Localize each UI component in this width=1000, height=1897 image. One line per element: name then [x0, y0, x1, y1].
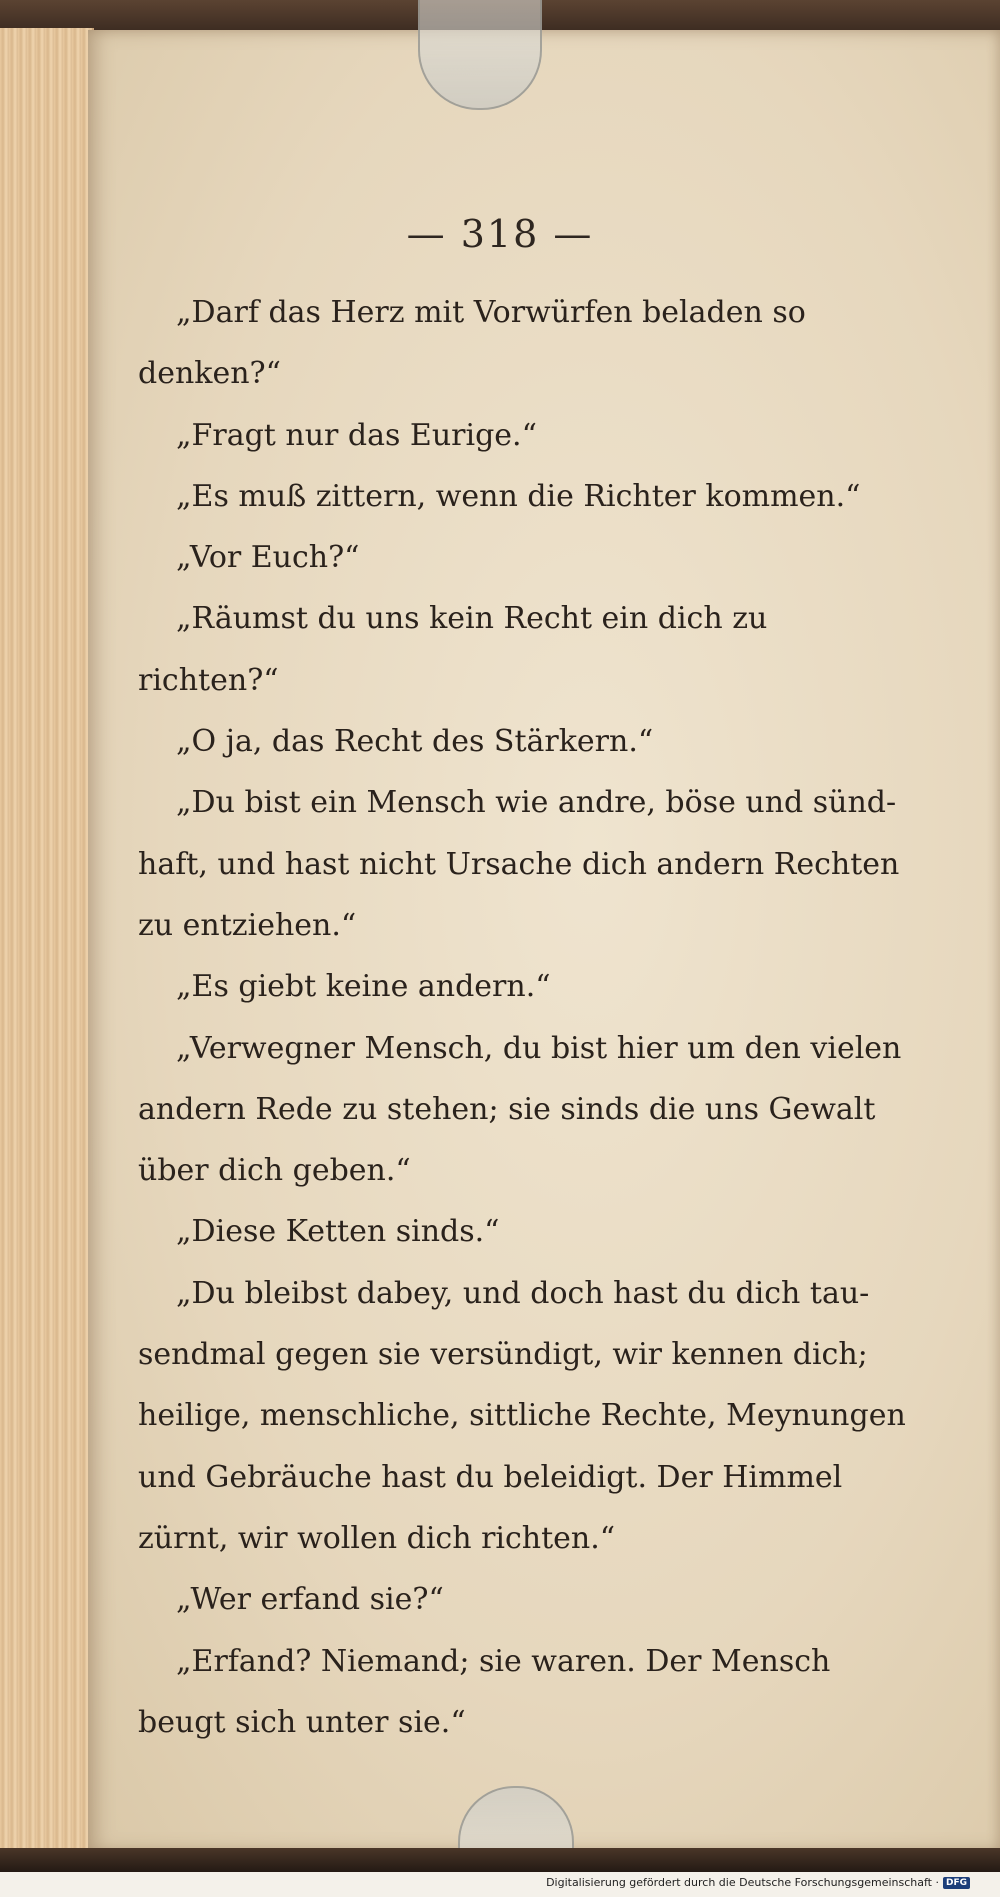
- text-line: heilige, menschliche, sittliche Rechte, Meynungen: [138, 1398, 906, 1434]
- text-line: „Es giebt keine andern.“: [176, 969, 551, 1005]
- text-line: zu entziehen.“: [138, 907, 357, 943]
- credit-text: Digitalisierung gefördert durch die Deutsche Forschungsgemeinschaft ·: [546, 1876, 939, 1889]
- text-line: sendmal gegen sie versündigt, wir kennen dich;: [138, 1337, 868, 1373]
- text-line: zürnt, wir wollen dich richten.“: [138, 1520, 616, 1556]
- text-line: haft, und hast nicht Ursache dich andern Rechten: [138, 846, 900, 882]
- page-stack-edge: [0, 28, 94, 1858]
- text-line: „Wer erfand sie?“: [176, 1582, 444, 1618]
- digitization-credit: [546, 1876, 970, 1889]
- text-line: und Gebräuche hast du beleidigt. Der Himmel: [138, 1459, 843, 1495]
- page-text: [138, 282, 906, 1753]
- text-line: über dich geben.“: [138, 1153, 411, 1189]
- text-line: „Diese Ketten sinds.“: [176, 1214, 500, 1250]
- text-line: „Fragt nur das Eurige.“: [176, 417, 537, 453]
- text-line: „Darf das Herz mit Vorwürfen beladen so: [176, 295, 806, 330]
- text-line: „Erfand? Niemand; sie waren. Der Mensch: [176, 1643, 831, 1679]
- text-line: „Verwegner Mensch, du bist hier um den vielen: [176, 1030, 902, 1066]
- text-line: „Räumst du uns kein Recht ein dich zu: [176, 601, 768, 637]
- text-line: „Du bleibst dabey, und doch hast du dich tau-: [176, 1275, 870, 1311]
- text-line: „Es muß zittern, wenn die Richter kommen.“: [176, 478, 861, 514]
- text-line: „O ja, das Recht des Stärkern.“: [176, 724, 654, 760]
- text-line: andern Rede zu stehen; sie sinds die uns Gewalt: [138, 1091, 876, 1127]
- dfg-logo: DFG: [943, 1877, 970, 1889]
- text-line: „Du bist ein Mensch wie andre, böse und sünd-: [176, 785, 897, 821]
- page-number: — 318 —: [406, 212, 594, 256]
- text-line: richten?“: [138, 662, 279, 698]
- text-line: denken?“: [138, 356, 281, 392]
- text-line: „Vor Euch?“: [176, 540, 360, 576]
- book-bottom-edge: [0, 1848, 1000, 1872]
- text-line: beugt sich unter sie.“: [138, 1704, 466, 1740]
